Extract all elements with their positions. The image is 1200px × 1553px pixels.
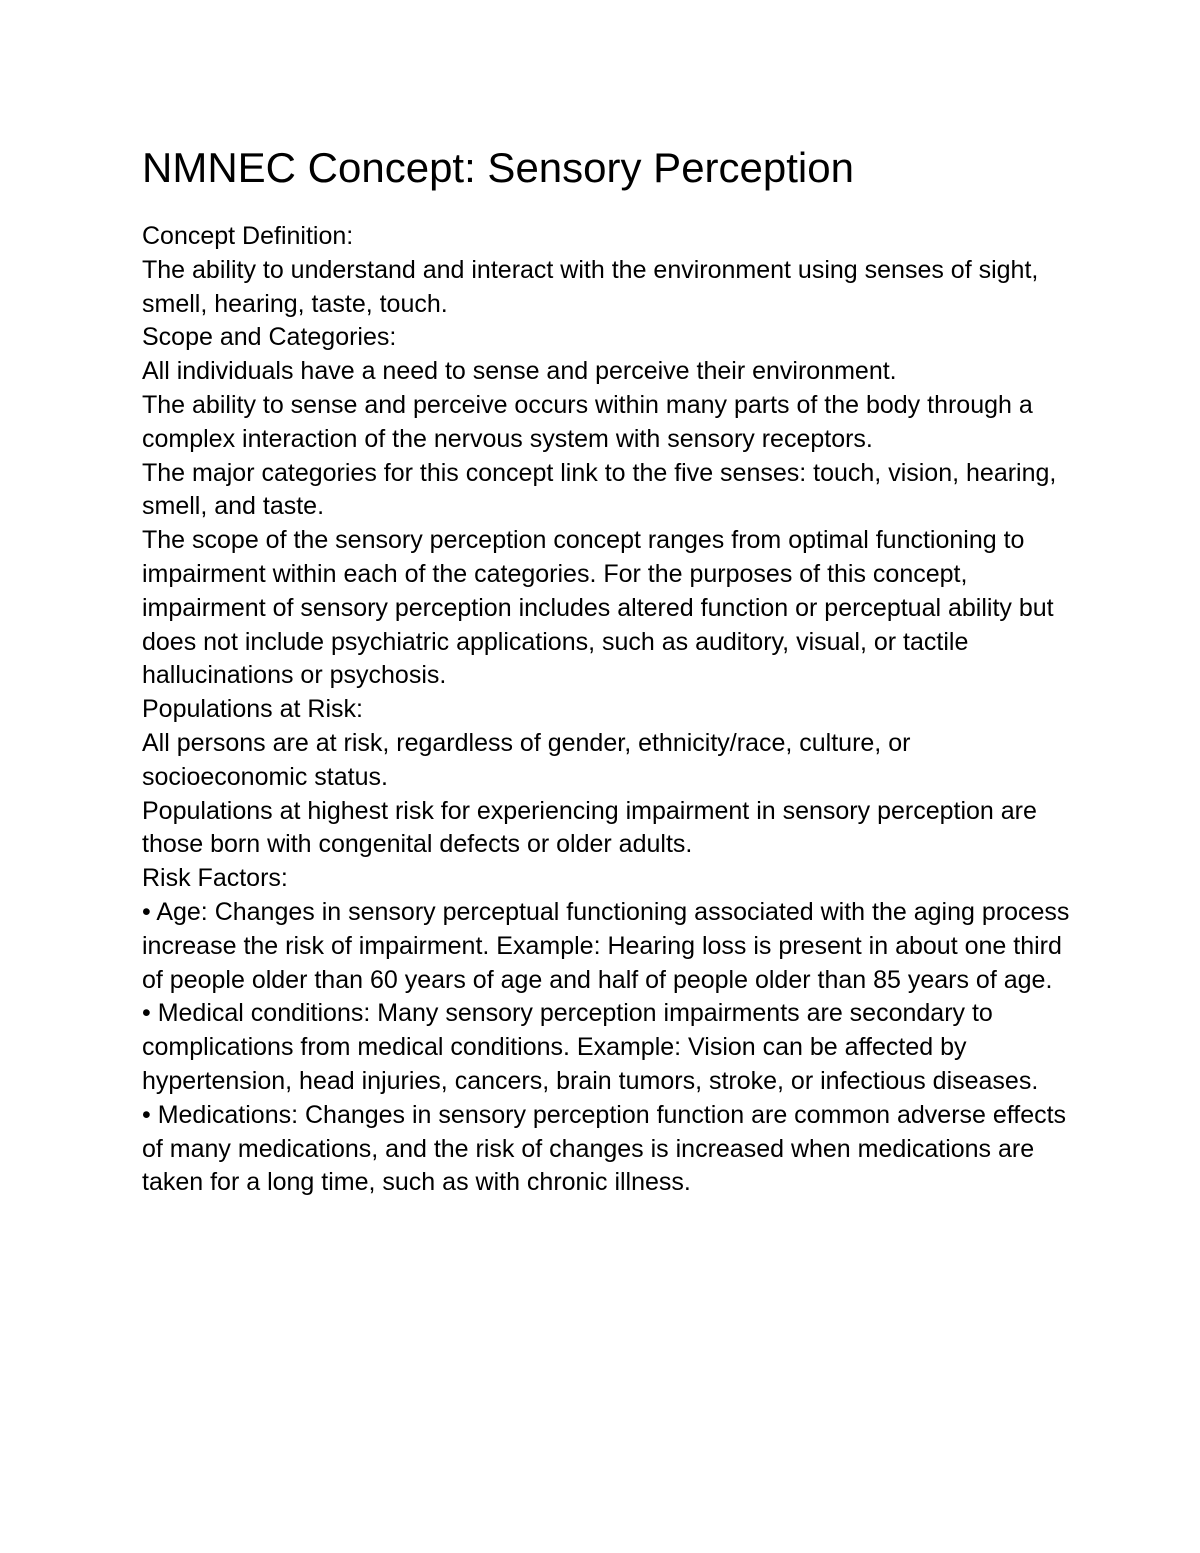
section-heading-risk-factors: Risk Factors: xyxy=(142,864,288,893)
risk-factor-item-medications: • Medications: Changes in sensory perception function are common adverse effects of many medications, and the risk of changes is increased when medications are taken for a long time, such as with chronic illness. xyxy=(142,1100,1067,1197)
populations-paragraph: All persons are at risk, regardless of gender, ethnicity/race, culture, or socioeconomic status. xyxy=(142,728,911,791)
populations-paragraph: Populations at highest risk for experiencing impairment in sensory perception are those born with congenital defects or older adults. xyxy=(142,796,1037,859)
section-heading-scope-and-categories: Scope and Categories: xyxy=(142,323,397,352)
section-heading-concept-definition: Concept Definition: xyxy=(142,222,354,250)
scope-paragraph: The major categories for this concept link to the five senses: touch, vision, hearing, smell, and taste. xyxy=(142,458,1057,521)
risk-factor-item-age: • Age: Changes in sensory perceptual functioning associated with the aging process increase the risk of impairment. Example: Hearing loss is present in about one third of people older than 60 years of age and half of people older than 85 years of age. xyxy=(142,897,1070,994)
concept-definition-text: The ability to understand and interact with the environment using senses of sight, smell, hearing, taste, touch. xyxy=(142,255,1039,318)
scope-paragraph: The scope of the sensory perception concept ranges from optimal functioning to impairment within each of the categories. For the purposes of this concept, impairment of sensory perception includes altered function or perceptual ability but does not include psychiatric applications, such as auditory, visual, or tactile hallucinations or psychosis. xyxy=(142,526,1054,690)
scope-paragraph: The ability to sense and perceive occurs within many parts of the body through a complex interaction of the nervous system with sensory receptors. xyxy=(142,390,1033,453)
scope-paragraph: All individuals have a need to sense and perceive their environment. xyxy=(142,357,897,386)
document-body xyxy=(142,220,1077,1200)
section-heading-populations-at-risk: Populations at Risk: xyxy=(142,695,363,724)
document-title: NMNEC Concept: Sensory Perception xyxy=(142,144,854,191)
risk-factor-item-medical-conditions: • Medical conditions: Many sensory perception impairments are secondary to complications from medical conditions. Example: Vision can be affected by hypertension, head injuries, cancers, brain tumors, stroke, or infectious diseases. xyxy=(142,999,1039,1095)
document-page xyxy=(142,140,1077,1200)
